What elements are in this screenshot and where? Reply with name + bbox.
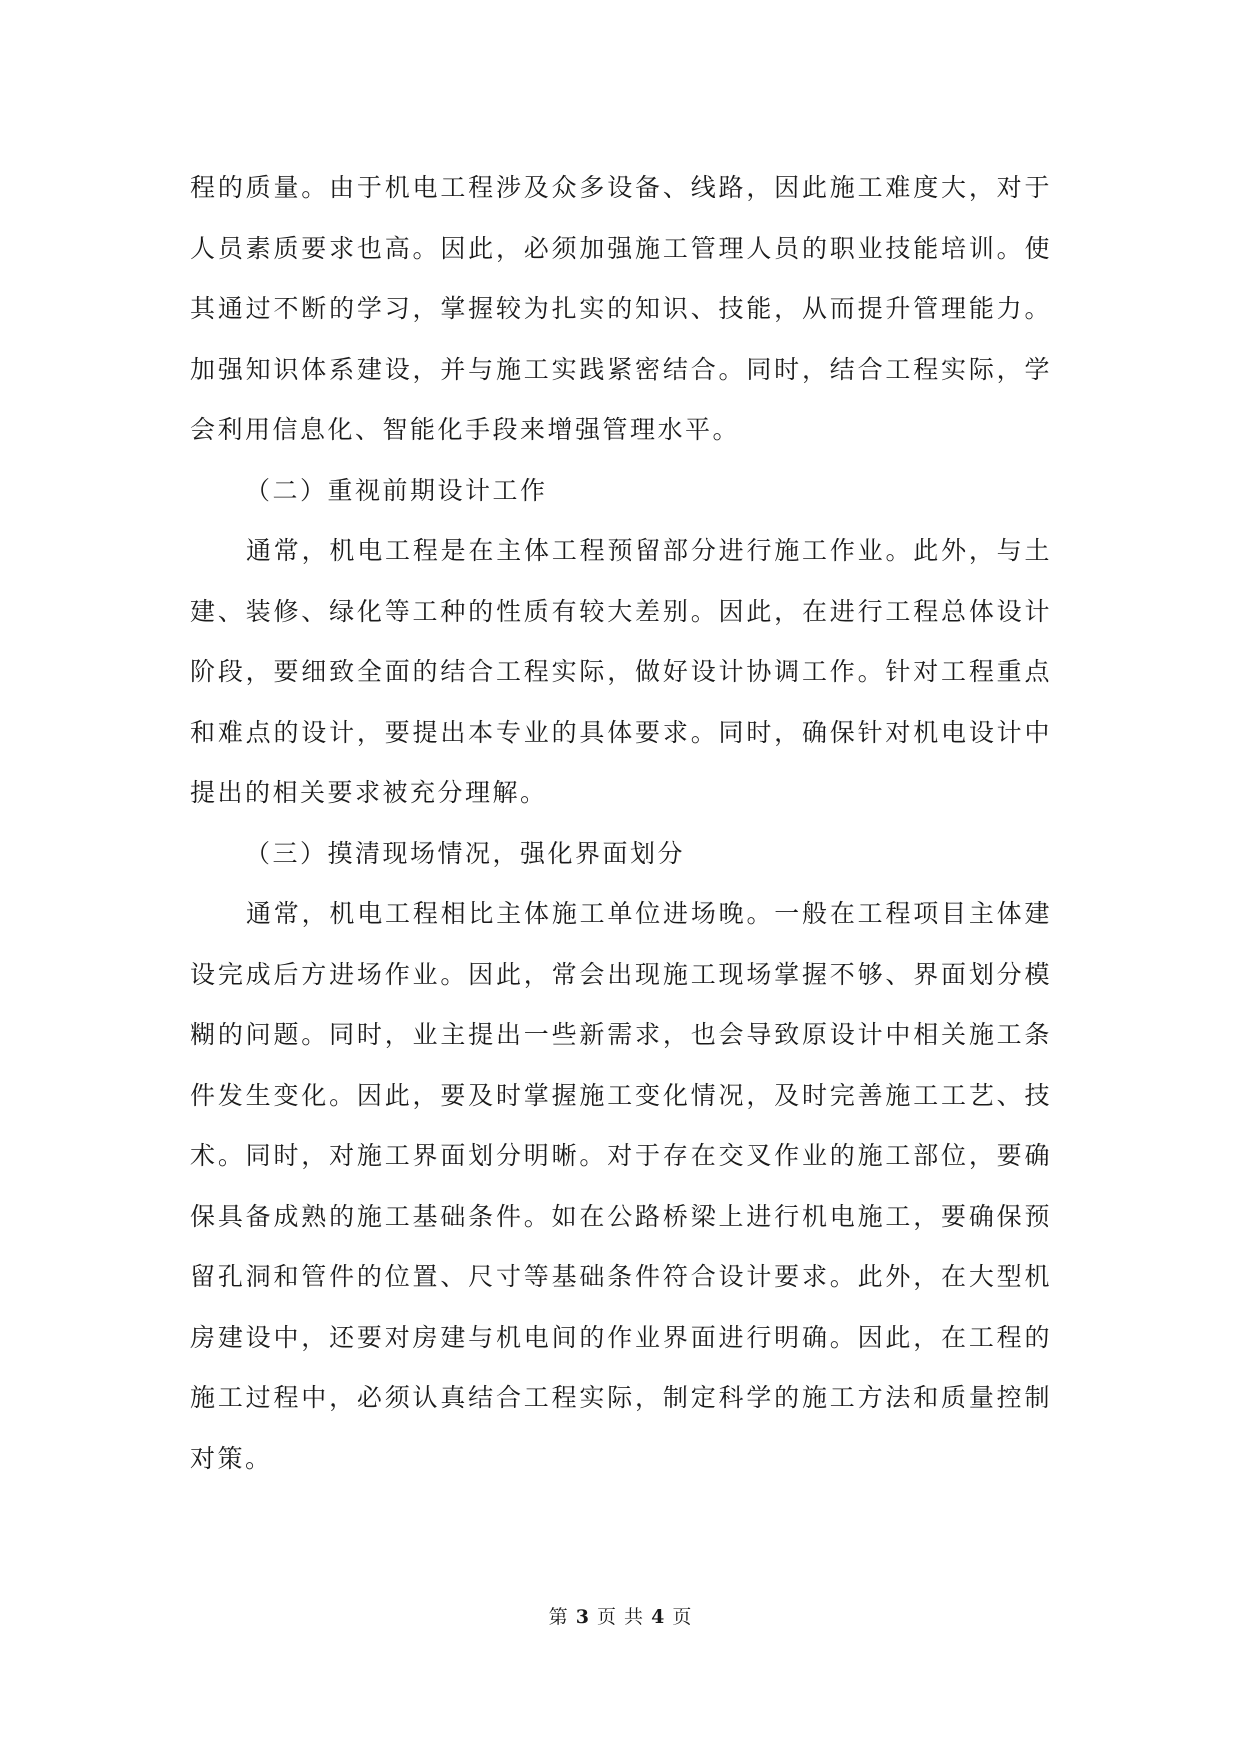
section-heading-3: （三）摸清现场情况，强化界面划分 [245, 838, 686, 868]
body-paragraph-3: 通常，机电工程相比主体施工单位进场晚。一般在工程项目主体建设完成后方进场作业。因此，常会出现施工现场掌握不够、界面划分模糊的问题。同时，业主提出一些新需求，也会导致原设计中相关施工条件发生变化。因此，要及时掌握施工变化情况，及时完善施工工艺、技术。同时，对施工界面划分明晰。对于存在交叉作业的施工部位，要确保具备成熟的施工基础条件。如在公路桥梁上进行机电施工，要确保预留孔洞和管件的位置、尺寸等基础条件符合设计要求。此外，在大型机房建设中，还要对房建与机电间的作业界面进行明确。因此，在工程的施工过程中，必须认真结合工程实际，制定科学的施工方法和质量控制对策。 [190, 899, 1052, 1473]
body-paragraph-2: 通常，机电工程是在主体工程预留部分进行施工作业。此外，与土建、装修、绿化等工种的性质有较大差别。因此，在进行工程总体设计阶段，要细致全面的结合工程实际，做好设计协调工作。针对工程重点和难点的设计，要提出本专业的具体要求。同时，确保针对机电设计中提出的相关要求被充分理解。 [190, 536, 1052, 807]
footer-total-pages: 4 [651, 1606, 666, 1628]
section-heading-2: （二）重视前期设计工作 [245, 475, 548, 505]
body-paragraph-1: 程的质量。由于机电工程涉及众多设备、线路，因此施工难度大，对于人员素质要求也高。因此，必须加强施工管理人员的职业技能培训。使其通过不断的学习，掌握较为扎实的知识、技能，从而提升管理能力。加强知识体系建设，并与施工实践紧密结合。同时，结合工程实际，学会利用信息化、智能化手段来增强管理水平。 [190, 173, 1052, 444]
footer-suffix: 页 [672, 1606, 693, 1628]
document-body [190, 158, 1052, 1489]
page-footer [0, 1602, 1241, 1629]
footer-prefix: 第 [548, 1606, 569, 1628]
footer-middle: 页 共 [596, 1606, 645, 1628]
footer-current-page: 3 [575, 1606, 590, 1628]
